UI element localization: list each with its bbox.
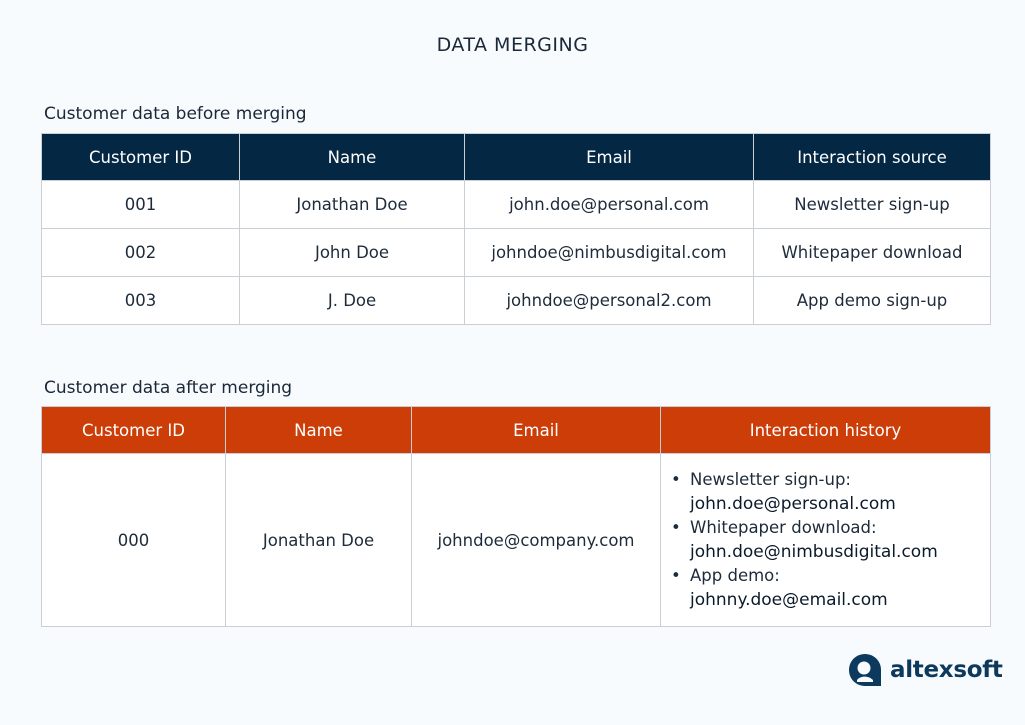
cell-customer-id: 000 — [42, 454, 226, 627]
history-email: john.doe@nimbusdigital.com — [690, 542, 938, 562]
column-header-email: Email — [412, 407, 661, 454]
cell-interaction-source: App demo sign-up — [754, 277, 991, 325]
altexsoft-logo — [848, 650, 1003, 690]
bullet-icon: • — [671, 566, 681, 585]
cell-customer-id: 002 — [42, 229, 240, 277]
cell-name: John Doe — [240, 229, 465, 277]
column-header-name: Name — [226, 407, 412, 454]
cell-customer-id: 001 — [42, 181, 240, 229]
column-header-customer-id: Customer ID — [42, 134, 240, 181]
cell-email: john.doe@personal.com — [465, 181, 754, 229]
column-header-email: Email — [465, 134, 754, 181]
table-row — [42, 229, 991, 277]
page-title: DATA MERGING — [436, 34, 589, 56]
list-item — [667, 564, 990, 612]
cell-interaction-history — [661, 454, 991, 627]
cell-interaction-source: Newsletter sign-up — [754, 181, 991, 229]
bullet-icon: • — [671, 518, 681, 537]
logo-wordmark: altexsoft — [890, 657, 1003, 683]
table-header-row — [42, 407, 991, 454]
list-item — [667, 516, 990, 564]
column-header-customer-id: Customer ID — [42, 407, 226, 454]
history-email: johnny.doe@email.com — [690, 590, 888, 610]
cell-email: johndoe@nimbusdigital.com — [465, 229, 754, 277]
after-table-caption: Customer data after merging — [44, 378, 293, 398]
list-item — [667, 468, 990, 516]
history-label: Whitepaper download: — [690, 518, 877, 537]
table-row — [42, 277, 991, 325]
column-header-interaction-history: Interaction history — [661, 407, 991, 454]
interaction-history-list — [667, 468, 990, 612]
cell-email: johndoe@personal2.com — [465, 277, 754, 325]
after-merging-table — [41, 406, 991, 627]
history-email: john.doe@personal.com — [690, 494, 896, 514]
before-merging-table — [41, 133, 991, 325]
altexsoft-logo-icon — [848, 653, 882, 687]
bullet-icon: • — [671, 470, 681, 489]
history-label: App demo: — [690, 566, 780, 585]
before-table-caption: Customer data before merging — [44, 104, 307, 124]
history-label: Newsletter sign-up: — [690, 470, 851, 489]
table-row — [42, 454, 991, 627]
cell-name: Jonathan Doe — [226, 454, 412, 627]
cell-email: johndoe@company.com — [412, 454, 661, 627]
cell-interaction-source: Whitepaper download — [754, 229, 991, 277]
table-row — [42, 181, 991, 229]
cell-name: J. Doe — [240, 277, 465, 325]
cell-name: Jonathan Doe — [240, 181, 465, 229]
column-header-interaction-source: Interaction source — [754, 134, 991, 181]
cell-customer-id: 003 — [42, 277, 240, 325]
column-header-name: Name — [240, 134, 465, 181]
table-header-row — [42, 134, 991, 181]
